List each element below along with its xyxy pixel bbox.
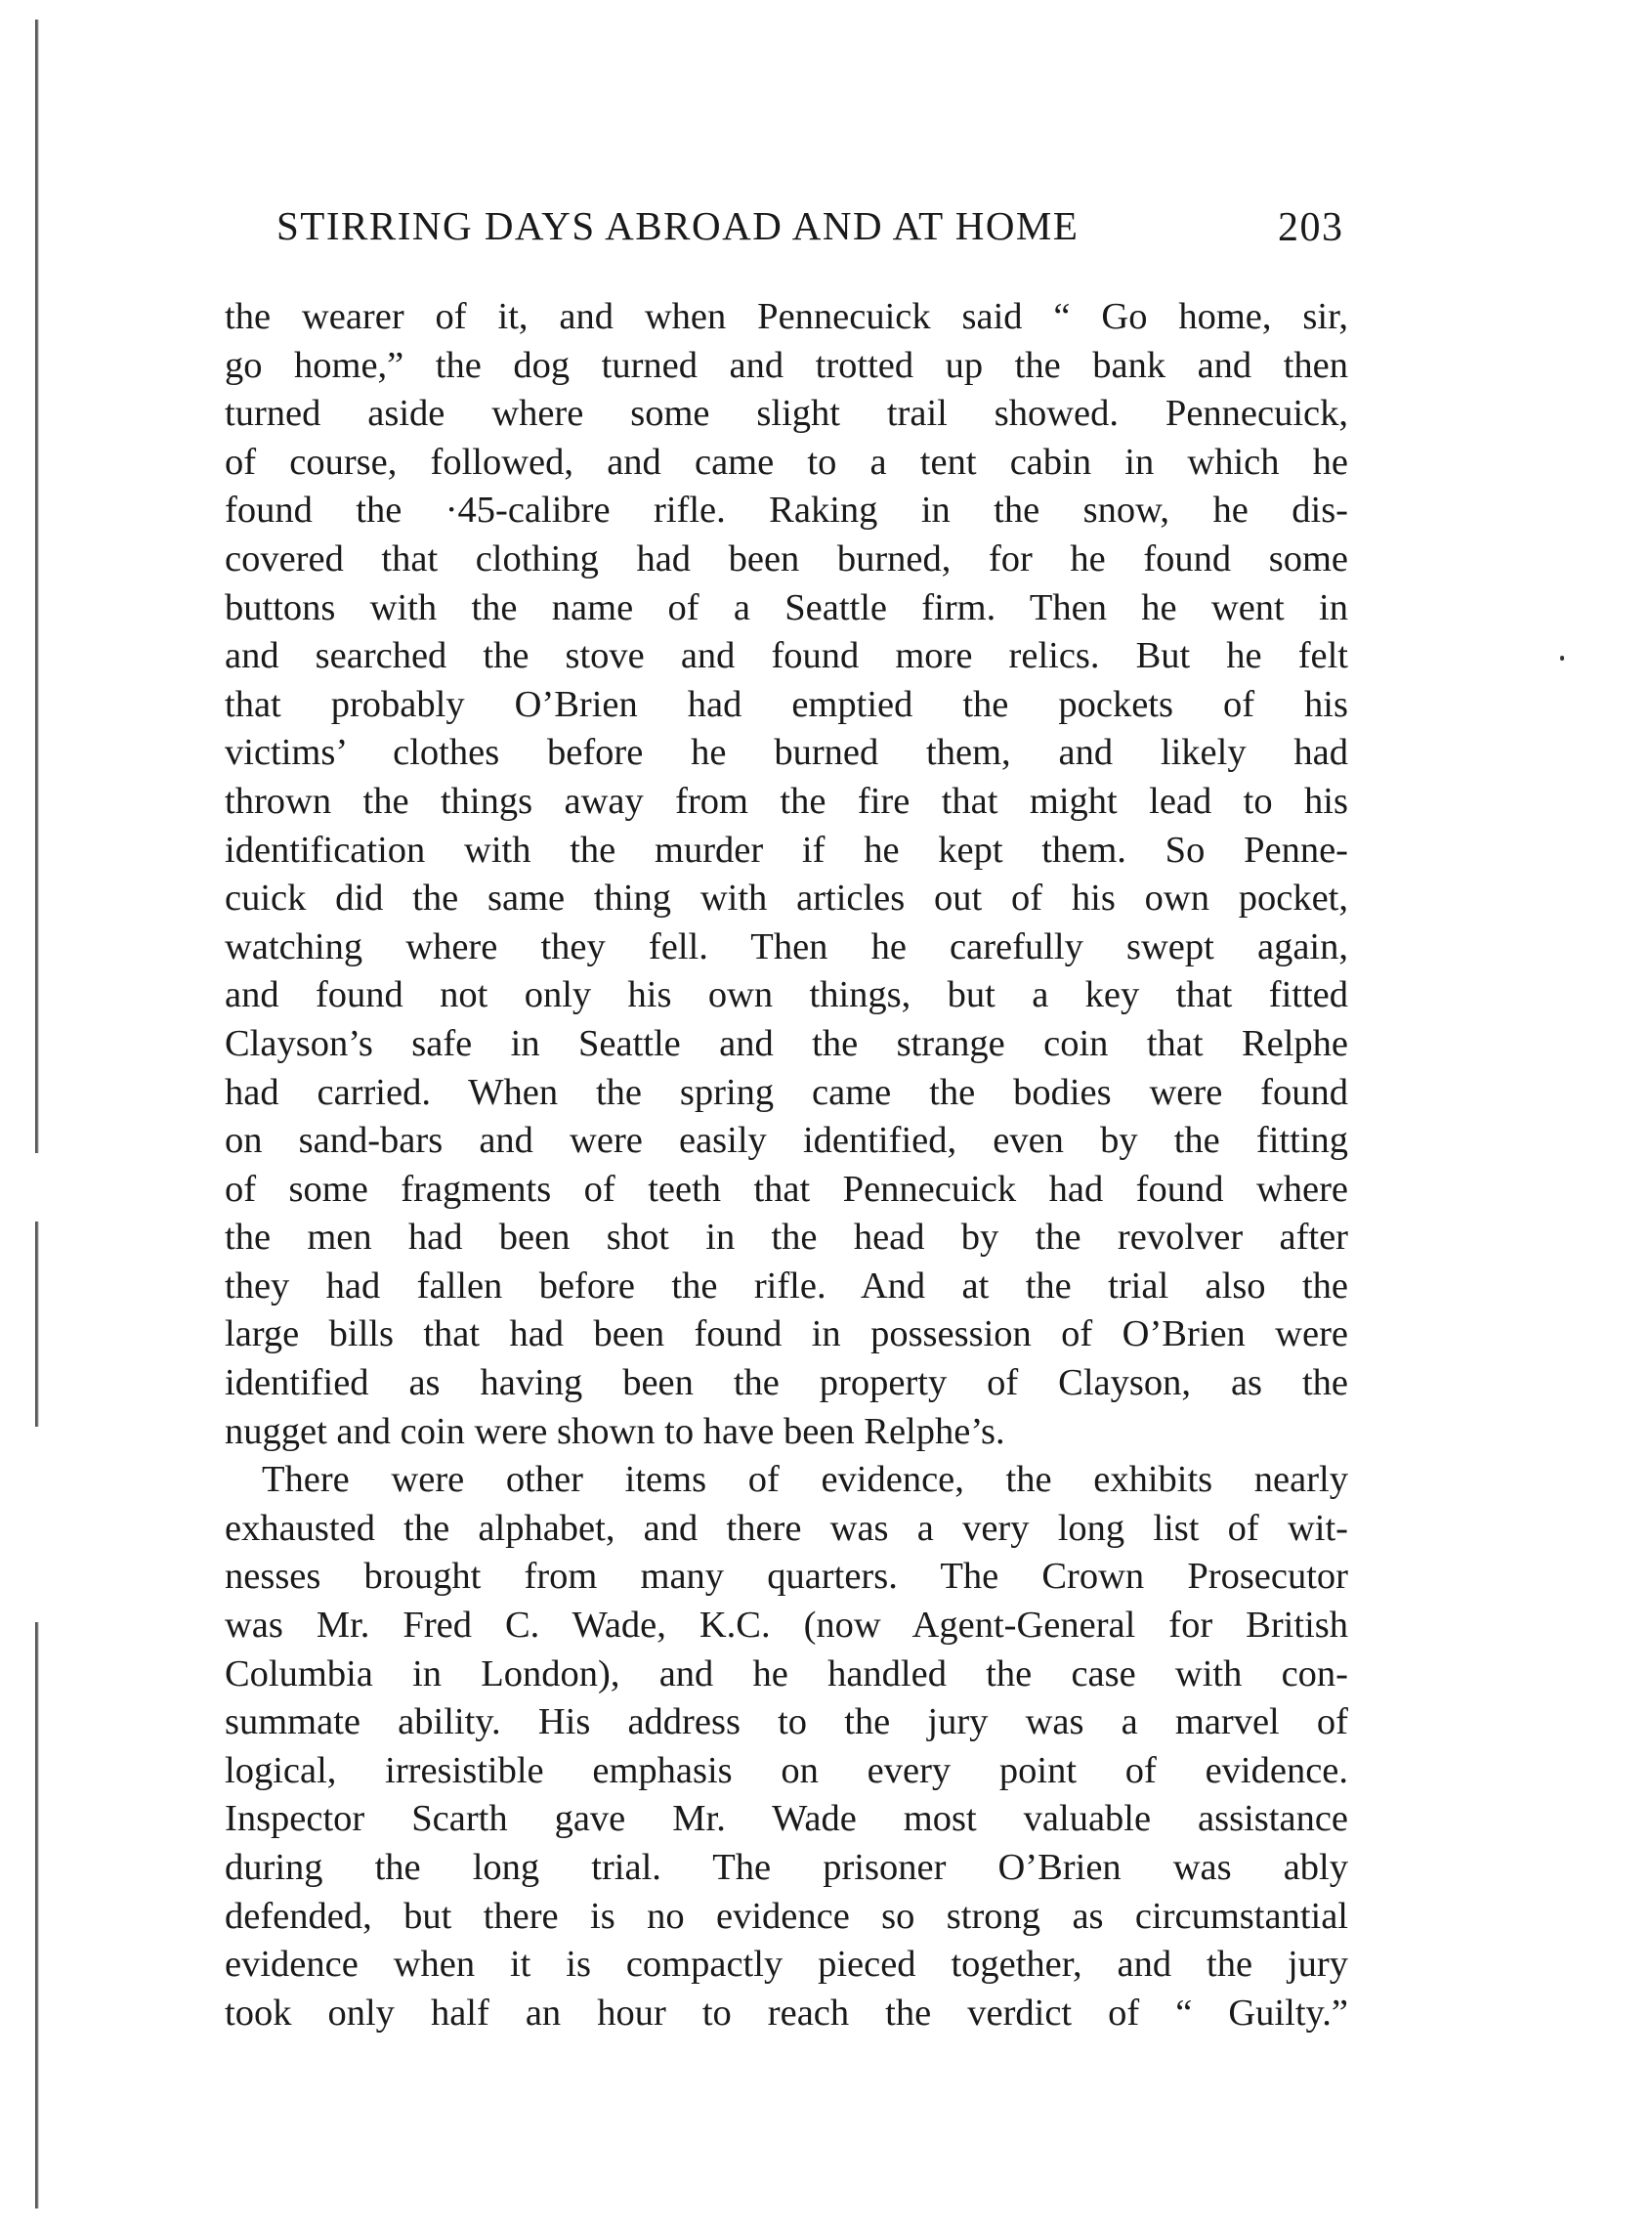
text-line: logical, irresistible emphasis on every point of evidence. <box>225 1749 1348 1791</box>
running-head <box>276 202 1351 261</box>
text-line: had carried. When the spring came the bodies were found <box>225 1071 1348 1113</box>
text-line: nesses brought from many quarters. The Crown Prosecutor <box>225 1556 1348 1598</box>
page-number: 203 <box>1278 205 1344 250</box>
text-line: nugget and coin were shown to have been Relphe’s. <box>225 1410 1005 1452</box>
text-line: of course, followed, and came to a tent cabin in which he <box>225 441 1348 483</box>
binding-gap <box>29 1427 43 1622</box>
text-line: exhausted the alphabet, and there was a very long list of wit- <box>225 1507 1348 1549</box>
text-line: they had fallen before the rifle. And at the trial also the <box>225 1265 1348 1307</box>
text-line: the men had been shot in the head by the revolver after <box>225 1217 1348 1259</box>
text-line: thrown the things away from the fire that might lead to his <box>225 780 1348 822</box>
text-line: defended, but there is no evidence so strong as circumstantial <box>225 1895 1348 1937</box>
text-line: Clayson’s safe in Seattle and the strange coin that Relphe <box>225 1022 1348 1064</box>
text-line: go home,” the dog turned and trotted up the bank and then <box>225 344 1348 386</box>
text-line: cuick did the same thing with articles out of his own pocket, <box>225 878 1348 920</box>
text-line: on sand-bars and were easily identified, even by the fitting <box>225 1120 1348 1162</box>
text-line: identification with the murder if he kept them. So Penne- <box>225 829 1348 871</box>
text-line: identified as having been the property of Clayson, as the <box>225 1362 1348 1404</box>
binding-gap <box>29 1153 43 1222</box>
text-line: Columbia in London), and he handled the case with con- <box>225 1652 1348 1694</box>
paragraph <box>225 1456 1348 2037</box>
text-line: and searched the stove and found more relics. But he felt <box>225 635 1348 677</box>
running-title: STIRRING DAYS ABROAD AND AT HOME <box>276 203 1080 248</box>
binding-edge <box>35 20 39 2208</box>
text-line: found the ·45-calibre rifle. Raking in the snow, he dis- <box>225 490 1348 532</box>
text-line: the wearer of it, and when Pennecuick said “ Go home, sir, <box>225 296 1348 337</box>
text-line: victims’ clothes before he burned them, and likely had <box>225 732 1348 774</box>
text-line: evidence when it is compactly pieced together, and the jury <box>225 1944 1348 1986</box>
text-line: covered that clothing had been burned, for he found some <box>225 537 1348 579</box>
text-line: Inspector Scarth gave Mr. Wade most valuable assistance <box>225 1798 1348 1840</box>
text-line: watching where they fell. Then he carefully swept again, <box>225 925 1348 967</box>
text-line: turned aside where some slight trail showed. Pennecuick, <box>225 393 1348 435</box>
text-line: There were other items of evidence, the exhibits nearly <box>262 1459 1348 1501</box>
text-line: and found not only his own things, but a key that fitted <box>225 974 1348 1016</box>
text-line: summate ability. His address to the jury was a marvel of <box>225 1701 1348 1743</box>
scan-speck <box>1560 656 1564 661</box>
body-text <box>225 293 1348 2037</box>
text-line: was Mr. Fred C. Wade, K.C. (now Agent-General for British <box>225 1605 1348 1647</box>
text-line: of some fragments of teeth that Pennecuick had found where <box>225 1168 1348 1210</box>
text-line: large bills that had been found in possession of O’Brien were <box>225 1313 1348 1355</box>
text-line: that probably O’Brien had emptied the pockets of his <box>225 683 1348 725</box>
text-line: buttons with the name of a Seattle firm. Then he went in <box>225 586 1348 628</box>
paragraph <box>225 293 1348 1456</box>
text-line: during the long trial. The prisoner O’Brien was ably <box>225 1847 1348 1888</box>
text-line: took only half an hour to reach the verdict of “ Guilty.” <box>225 1992 1348 2034</box>
